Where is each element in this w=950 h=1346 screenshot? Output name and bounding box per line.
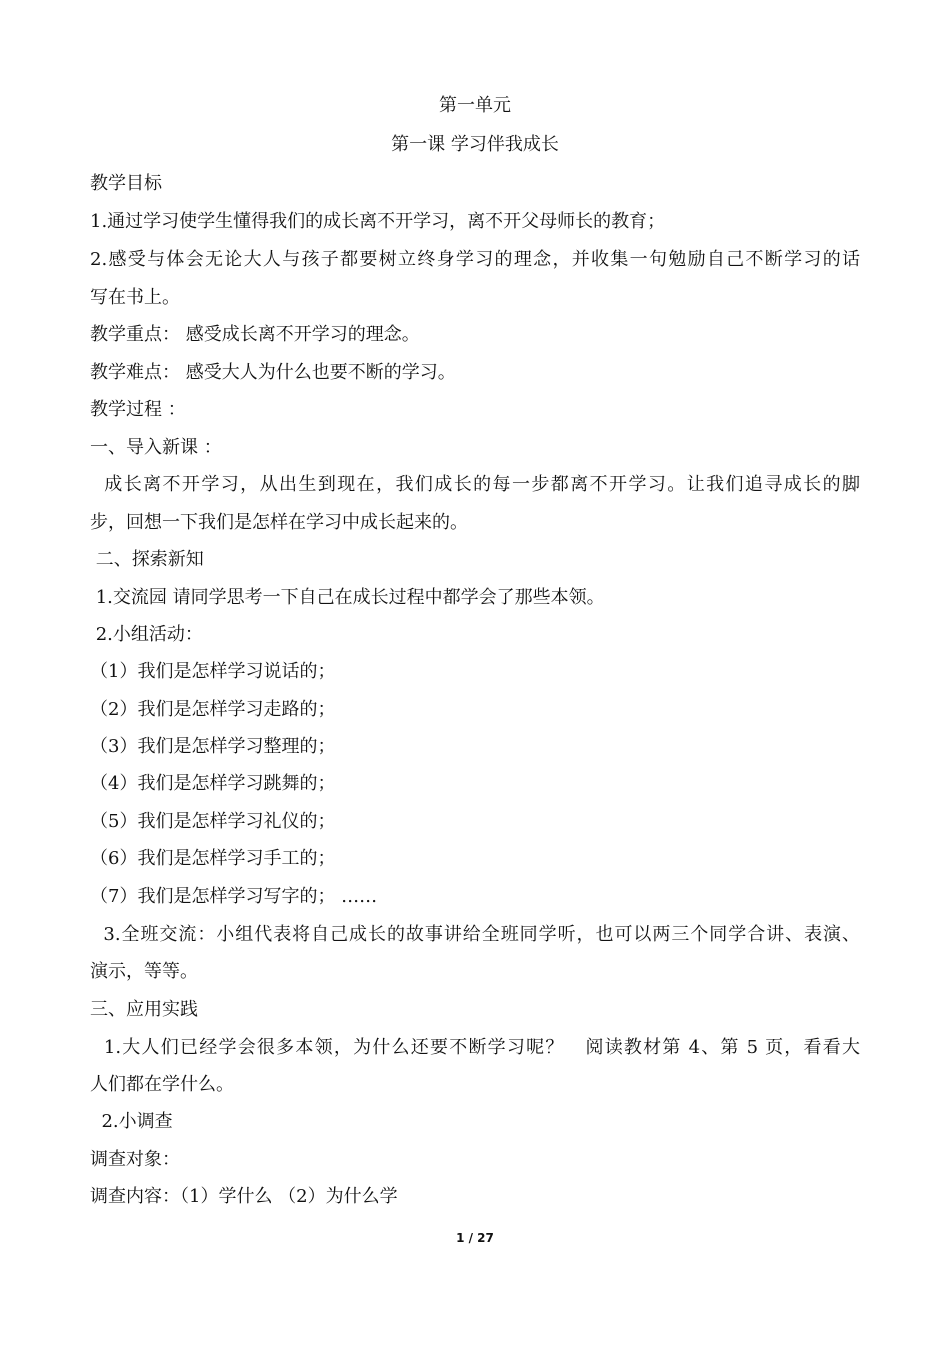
list-item: （6）我们是怎样学习手工的； xyxy=(90,848,336,869)
page-number: 1 / 27 xyxy=(456,1231,494,1245)
difficulty-line: 教学难点： 感受大人为什么也要不断的学习。 xyxy=(90,362,456,383)
paragraph-line: 写在书上。 xyxy=(90,287,180,308)
list-item: （7）我们是怎样学习写字的； …… xyxy=(90,886,378,907)
key-point-line: 教学重点： 感受成长离不开学习的理念。 xyxy=(90,324,420,345)
paragraph-line: 1.大人们已经学会很多本领，为什么还要不断学习呢？ 阅读教材第 4、第 5 页，看看大 xyxy=(90,1037,860,1058)
list-item: （4）我们是怎样学习跳舞的； xyxy=(90,773,336,794)
list-item: （1）我们是怎样学习说话的； xyxy=(90,661,336,682)
paragraph-line: 演示，等等。 xyxy=(90,961,198,982)
paragraph-line: 2.小组活动： xyxy=(90,624,203,645)
unit-title: 第一单元 xyxy=(439,95,511,116)
paragraph-line: 1.交流园 请同学思考一下自己在成长过程中都学会了那些本领。 xyxy=(90,587,605,608)
paragraph-line: 步，回想一下我们是怎样在学习中成长起来的。 xyxy=(90,512,468,533)
paragraph-line: 人们都在学什么。 xyxy=(90,1074,234,1095)
section-heading-explore: 二、探索新知 xyxy=(90,549,204,570)
section-heading-process: 教学过程 ： xyxy=(90,399,186,420)
section-heading-intro: 一、导入新课 ： xyxy=(90,437,222,458)
paragraph-line: 2.感受与体会无论大人与孩子都要树立终身学习的理念，并收集一句勉励自己不断学习的话 xyxy=(90,249,860,270)
paragraph-line: 3.全班交流：小组代表将自己成长的故事讲给全班同学听，也可以两三个同学合讲、表演、 xyxy=(90,924,860,945)
list-item: （3）我们是怎样学习整理的； xyxy=(90,736,336,757)
paragraph-line: 2.小调查 xyxy=(90,1111,173,1132)
list-item: （5）我们是怎样学习礼仪的； xyxy=(90,811,336,832)
paragraph-line: 调查内容：（1）学什么 （2）为什么学 xyxy=(90,1186,398,1207)
list-item: （2）我们是怎样学习走路的； xyxy=(90,699,336,720)
paragraph-line: 调查对象： xyxy=(90,1149,180,1170)
section-heading-objectives: 教学目标 xyxy=(90,173,162,194)
paragraph-line: 成长离不开学习，从出生到现在，我们成长的每一步都离不开学习。让我们追寻成长的脚 xyxy=(90,474,860,495)
lesson-title: 第一课 学习伴我成长 xyxy=(391,134,559,155)
paragraph-line: 1.通过学习使学生懂得我们的成长离不开学习，离不开父母师长的教育； xyxy=(90,211,666,232)
section-heading-practice: 三、应用实践 xyxy=(90,999,198,1020)
